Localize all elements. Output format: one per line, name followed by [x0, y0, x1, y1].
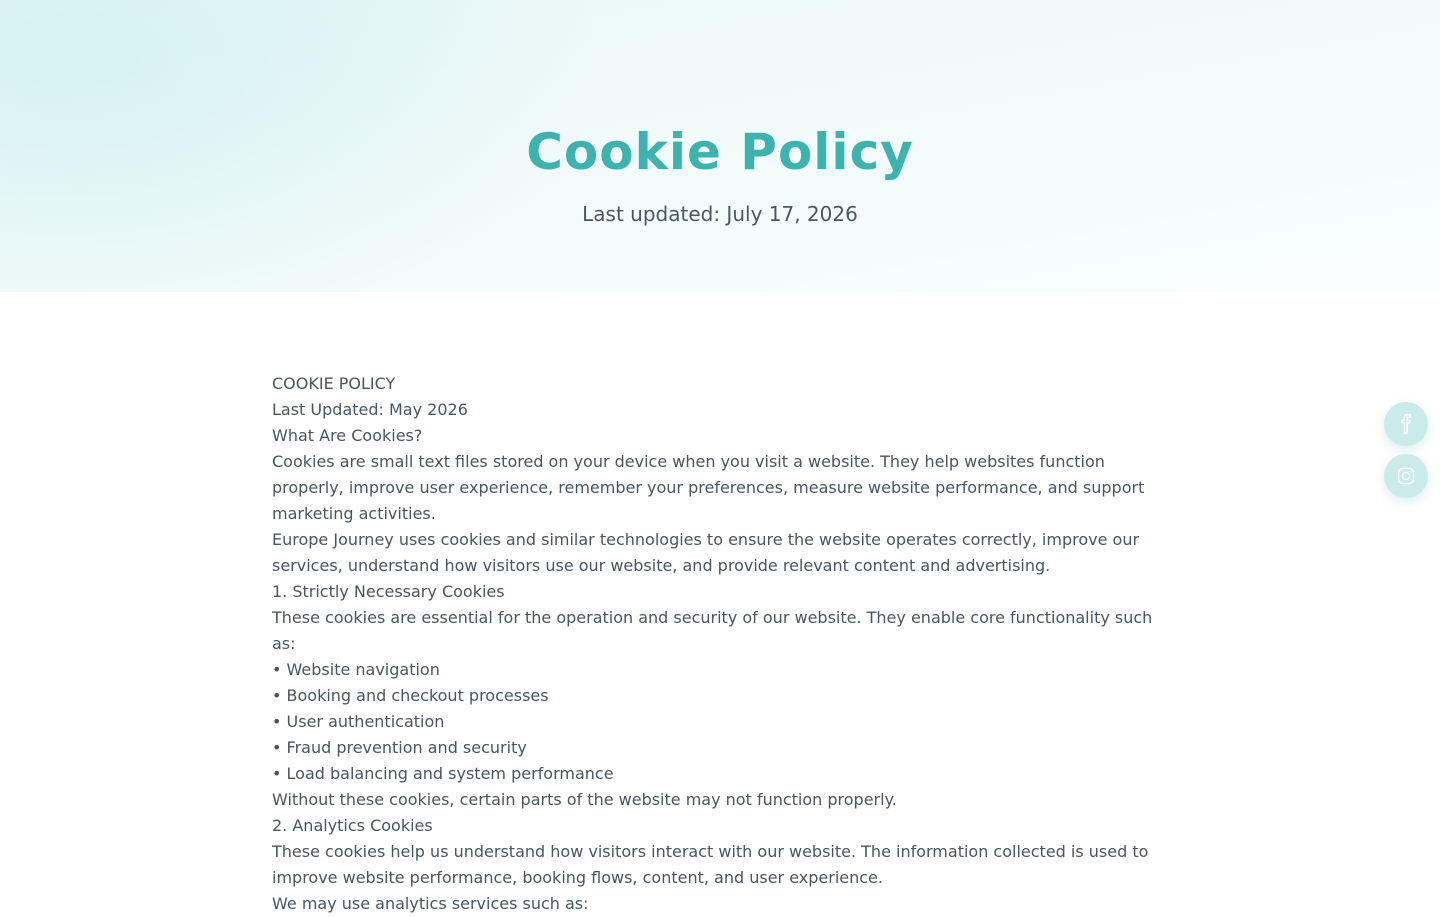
- facebook-icon: [1396, 414, 1416, 434]
- hero-banner: [0, 0, 1440, 292]
- paragraph-analytics: These cookies help us understand how visitors interact with our website. The information collected is used to improve website performance, booking flows, content, and user experience.: [272, 842, 1149, 887]
- facebook-button[interactable]: [1384, 402, 1428, 446]
- section-heading-what-are-cookies: What Are Cookies?: [272, 426, 423, 445]
- paragraph-analytics-services: We may use analytics services such as:: [272, 894, 589, 913]
- policy-last-updated: Last Updated: May 2026: [272, 400, 468, 419]
- page-title: Cookie Policy: [526, 123, 914, 181]
- list-item: • User authentication: [272, 712, 445, 731]
- paragraph-cookies-definition: Cookies are small text files stored on your device when you visit a website. They help websites function properly, improve user experience, remember your preferences, measure website performance, and support marketing activities.: [272, 452, 1145, 523]
- section-heading-strictly-necessary: 1. Strictly Necessary Cookies: [272, 582, 505, 601]
- last-updated-date: Last updated: July 17, 2026: [582, 202, 858, 226]
- policy-content: [272, 371, 1162, 917]
- section-heading-analytics: 2. Analytics Cookies: [272, 816, 433, 835]
- paragraph-without-cookies: Without these cookies, certain parts of the website may not function properly.: [272, 790, 897, 809]
- list-item: • Load balancing and system performance: [272, 764, 614, 783]
- paragraph-europe-journey-usage: Europe Journey uses cookies and similar technologies to ensure the website operates correctly, improve our services, understand how visitors use our website, and provide relevant content and advertising.: [272, 530, 1140, 575]
- list-item: • Fraud prevention and security: [272, 738, 527, 757]
- instagram-button[interactable]: [1384, 454, 1428, 498]
- policy-heading: COOKIE POLICY: [272, 374, 396, 393]
- list-item: • Website navigation: [272, 660, 440, 679]
- list-item: • Booking and checkout processes: [272, 686, 549, 705]
- instagram-icon: [1396, 466, 1416, 486]
- paragraph-strictly-necessary: These cookies are essential for the operation and security of our website. They enable core functionality such as:: [272, 608, 1153, 653]
